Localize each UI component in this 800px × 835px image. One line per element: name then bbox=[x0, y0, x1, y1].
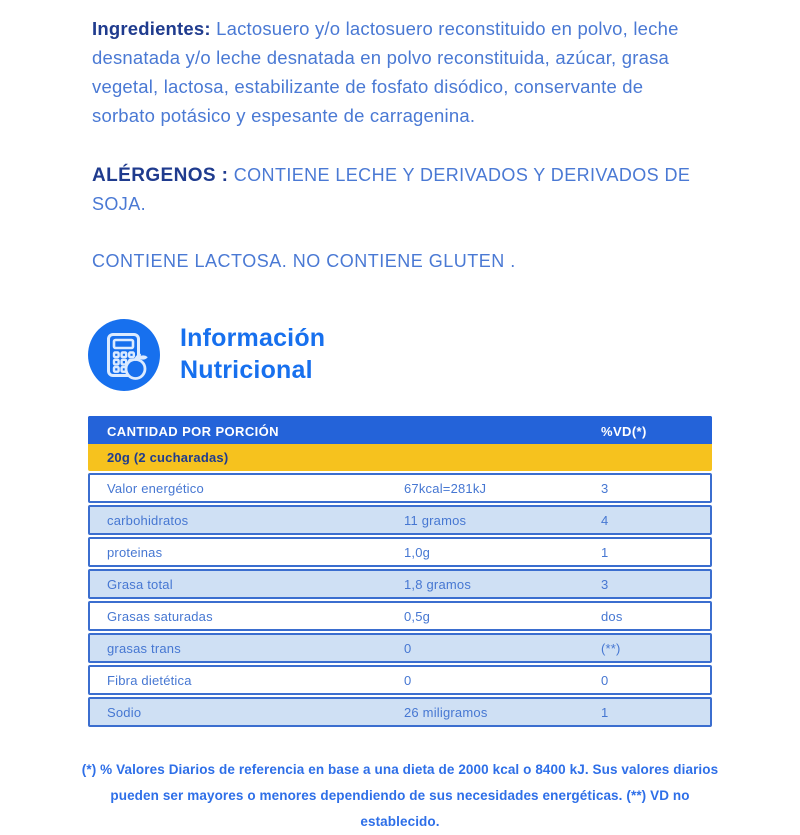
nutrition-title-line2: Nutricional bbox=[180, 356, 313, 384]
nutrient-label: Valor energético bbox=[107, 480, 204, 496]
nutrient-value: 1,0g bbox=[404, 544, 431, 560]
nutrient-label: carbohidratos bbox=[107, 512, 189, 528]
nutrient-value: 0 bbox=[404, 640, 412, 656]
nutrient-value: 11 gramos bbox=[404, 512, 467, 528]
nutrient-value: 1,8 gramos bbox=[404, 576, 472, 592]
nutrient-label: proteinas bbox=[107, 544, 163, 560]
table-header-row bbox=[88, 416, 712, 444]
nutrient-value: 67kcal=281kJ bbox=[404, 480, 487, 496]
portion-row bbox=[88, 444, 712, 471]
header-quantity-per-portion: CANTIDAD POR PORCIÓN bbox=[107, 423, 279, 439]
nutrient-label: Fibra dietética bbox=[107, 672, 192, 688]
table-row bbox=[88, 537, 712, 567]
nutrition-rows bbox=[88, 473, 712, 727]
nutrient-vd: 0 bbox=[601, 672, 609, 688]
table-row bbox=[88, 505, 712, 535]
daily-values-footnote: (*) % Valores Diarios de referencia en base a una dieta de 2000 kcal o 8400 kJ. Sus valores diarios pueden ser mayores o menores dependiendo de sus necesidades energéticas. (**) VD no establecido. bbox=[81, 762, 719, 829]
calculator-apple-icon bbox=[88, 319, 160, 391]
header-percent-vd: %VD(*) bbox=[601, 423, 647, 439]
nutrient-vd: dos bbox=[601, 608, 623, 624]
nutrient-vd: 1 bbox=[601, 704, 609, 720]
table-row bbox=[88, 633, 712, 663]
nutrient-vd: 3 bbox=[601, 480, 609, 496]
nutrient-value: 0,5g bbox=[404, 608, 431, 624]
nutrient-value: 0 bbox=[404, 672, 412, 688]
nutrition-table bbox=[88, 416, 712, 727]
table-row bbox=[88, 665, 712, 695]
nutrient-value: 26 miligramos bbox=[404, 704, 488, 720]
nutrition-section-header bbox=[88, 319, 710, 391]
allergens-paragraph bbox=[92, 161, 710, 219]
nutrient-vd: 3 bbox=[601, 576, 609, 592]
table-row bbox=[88, 569, 712, 599]
nutrient-label: Sodio bbox=[107, 704, 142, 720]
nutrition-title-line1: Información bbox=[180, 324, 326, 352]
allergens-text: CONTIENE LECHE Y DERIVADOS Y DERIVADOS DE SOJA. bbox=[92, 165, 691, 214]
nutrient-label: grasas trans bbox=[107, 640, 181, 656]
nutrient-label: Grasas saturadas bbox=[107, 608, 213, 624]
nutrient-label: Grasa total bbox=[107, 576, 173, 592]
table-row bbox=[88, 601, 712, 631]
ingredients-paragraph bbox=[92, 14, 710, 130]
portion-size: 20g (2 cucharadas) bbox=[107, 450, 229, 465]
nutrient-vd: 4 bbox=[601, 512, 609, 528]
contains-note: CONTIENE LACTOSA. NO CONTIENE GLUTEN . bbox=[92, 251, 516, 271]
nutrition-label-page bbox=[0, 14, 800, 829]
nutrient-vd: 1 bbox=[601, 544, 609, 560]
table-row bbox=[88, 697, 712, 727]
allergens-label: ALÉRGENOS : bbox=[92, 165, 229, 186]
ingredients-label: Ingredientes: bbox=[92, 18, 211, 39]
table-row bbox=[88, 473, 712, 503]
nutrition-section-title bbox=[180, 319, 325, 386]
nutrient-vd: (**) bbox=[601, 640, 621, 656]
ingredients-text: Lactosuero y/o lactosuero reconstituido en polvo, leche desnatada y/o leche desnatada en polvo reconstituida, azúcar, grasa vegetal, lactosa, estabilizante de fosfato disódico, conservante de sorbato potásico y espesante de carragenina. bbox=[92, 18, 679, 126]
